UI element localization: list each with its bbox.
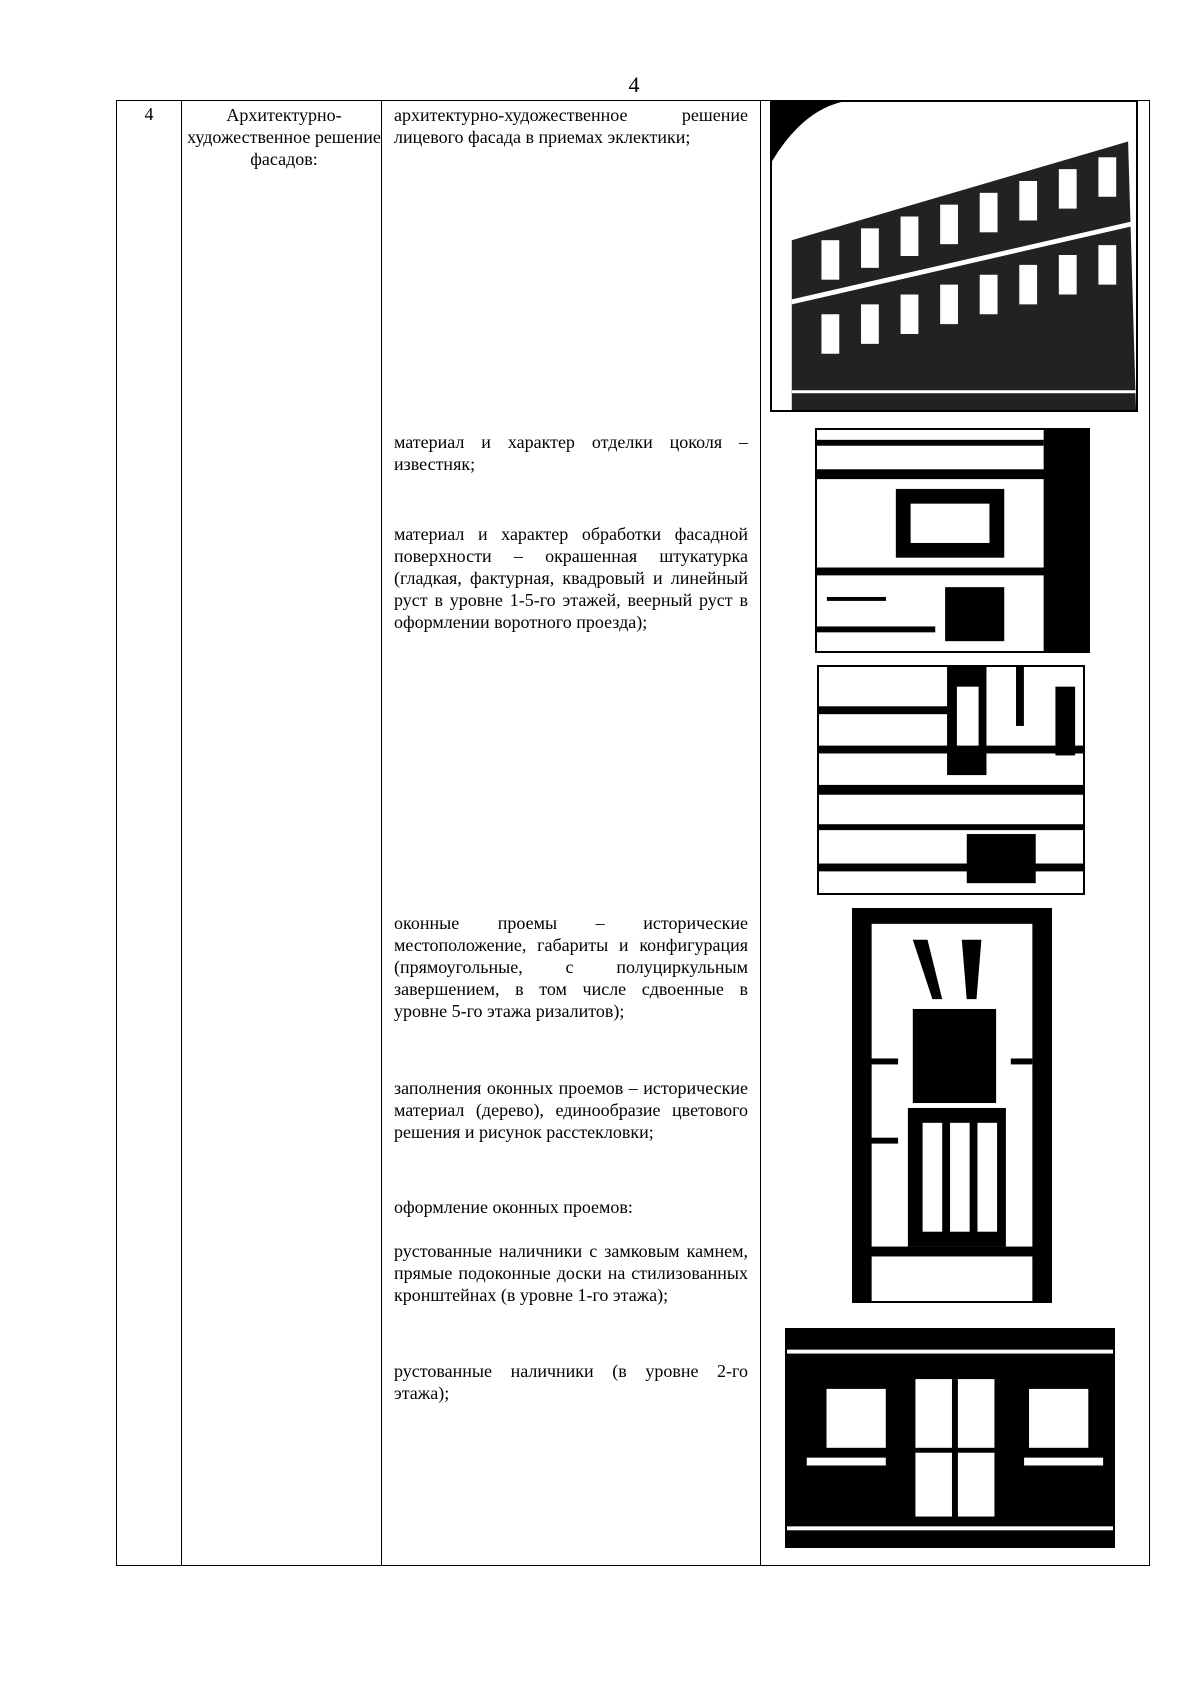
- row-number: 4: [144, 104, 154, 124]
- item-plinth-finish: материал и характер отделки цоколя – известняк;: [394, 432, 748, 474]
- item-rusticated-architraves-2: рустованные наличники (в уровне 2-го этажа);: [394, 1361, 748, 1403]
- photo-architraves: [785, 1328, 1115, 1548]
- photo-facade: [770, 100, 1138, 412]
- item-window-fillings: заполнения оконных проемов – исторические материал (дерево), единообразие цветового решения и рисунок расстекловки;: [394, 1078, 748, 1142]
- item-window-openings: оконные проемы – исторические местоположение, габариты и конфигурация (прямоугольные, с полуциркульным завершением, в том числе сдвоенные в уровне 5-го этажа ризалитов);: [394, 913, 748, 1021]
- column-divider: [381, 100, 382, 1566]
- photo-plinth: [815, 428, 1090, 653]
- page-number: 4: [628, 72, 640, 97]
- photo-rustication: [817, 665, 1085, 895]
- row-title: Архитектурно-художественное решение фасадов:: [187, 105, 381, 169]
- column-divider: [760, 100, 761, 1566]
- photo-window: [852, 908, 1052, 1303]
- column-divider: [181, 100, 182, 1566]
- item-window-decoration: оформление оконных проемов:: [394, 1197, 633, 1217]
- item-rusticated-architraves-1: рустованные наличники с замковым камнем, прямые подоконные доски на стилизованных кронштейнах (в уровне 1-го этажа);: [394, 1241, 748, 1305]
- item-facade-solution: архитектурно-художественное решение лицевого фасада в приемах эклектики;: [394, 105, 748, 147]
- item-facade-surface: материал и характер обработки фасадной поверхности – окрашенная штукатурка (гладкая, фактурная, квадровый и линейный руст в уровне 1-5-го этажей, веерный руст в оформлении воротного проезда);: [394, 524, 748, 632]
